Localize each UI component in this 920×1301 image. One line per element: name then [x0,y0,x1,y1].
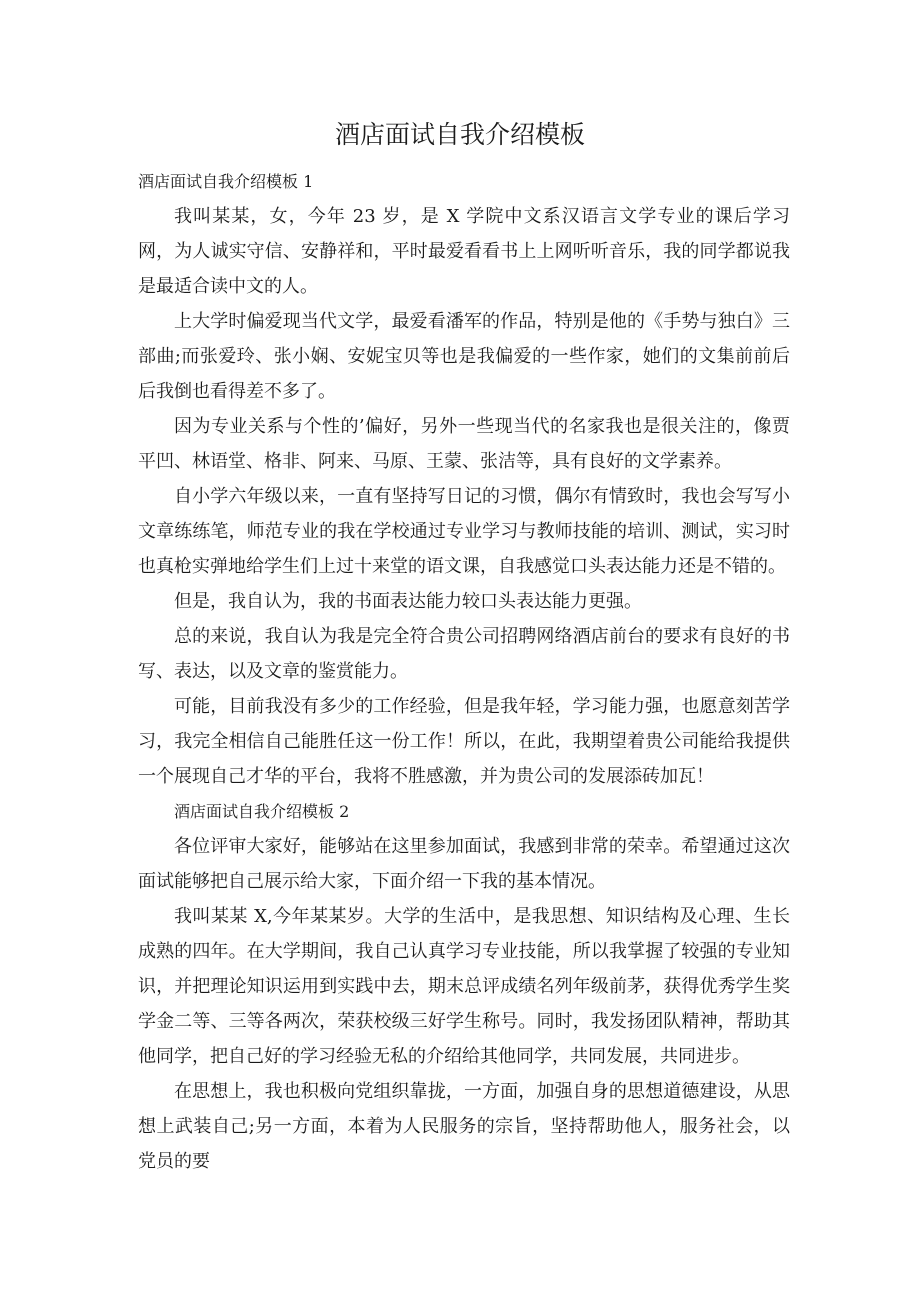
paragraph: 上大学时偏爱现当代文学，最爱看潘军的作品，特别是他的《手势与独白》三部曲;而张爱玲、张小娴、安妮宝贝等也是我偏爱的一些作家，她们的文集前前后后我倒也看得差不多了。 [138,311,790,402]
paragraph: 因为专业关系与个性的’偏好，另外一些现当代的名家我也是很关注的，像贾平凹、林语堂、格非、阿来、马原、王蒙、张洁等，具有良好的文学素养。 [138,416,790,472]
paragraph: 各位评审大家好，能够站在这里参加面试，我感到非常的荣幸。希望通过这次面试能够把自己展示给大家，下面介绍一下我的基本情况。 [138,836,790,892]
paragraph: 我叫某某 X,今年某某岁。大学的生活中，是我思想、知识结构及心理、生长成熟的四年。在大学期间，我自己认真学习专业技能，所以我掌握了较强的专业知识，并把理论知识运用到实践中去，期末总评成绩名列年级前茅，获得优秀学生奖学金二等、三等各两次，荣获校级三好学生称号。同时，我发扬团队精神，帮助其他同学，把自己好的学习经验无私的介绍给其他同学，共同发展，共同进步。 [138,906,790,1067]
document-body [138,164,790,1179]
section-heading-1: 酒店面试自我介绍模板 1 [138,172,314,191]
paragraph: 但是，我自认为，我的书面表达能力较口头表达能力更强。 [174,591,642,612]
section-heading-2: 酒店面试自我介绍模板 2 [174,802,350,821]
document-title: 酒店面试自我介绍模板 [334,120,585,149]
paragraph: 在思想上，我也积极向党组织靠拢，一方面，加强自身的思想道德建设，从思想上武装自己;另一方面，本着为人民服务的宗旨，坚持帮助他人，服务社会，以党员的要 [138,1081,790,1172]
paragraph: 可能，目前我没有多少的工作经验，但是我年轻，学习能力强，也愿意刻苦学习，我完全相信自己能胜任这一份工作！所以，在此，我期望着贵公司能给我提供一个展现自己才华的平台，我将不胜感激，并为贵公司的发展添砖加瓦！ [138,696,790,787]
paragraph: 自小学六年级以来，一直有坚持写日记的习惯，偶尔有情致时，我也会写写小文章练练笔，师范专业的我在学校通过专业学习与教师技能的培训、测试，实习时也真枪实弹地给学生们上过十来堂的语文课，自我感觉口头表达能力还是不错的。 [138,486,790,577]
paragraph: 总的来说，我自认为我是完全符合贵公司招聘网络酒店前台的要求有良好的书写、表达，以及文章的鉴赏能力。 [138,626,790,682]
paragraph: 我叫某某，女，今年 23 岁，是 X 学院中文系汉语言文学专业的课后学习网，为人诚实守信、安静祥和，平时最爱看看书上上网听听音乐，我的同学都说我是最适合读中文的人。 [138,206,790,297]
